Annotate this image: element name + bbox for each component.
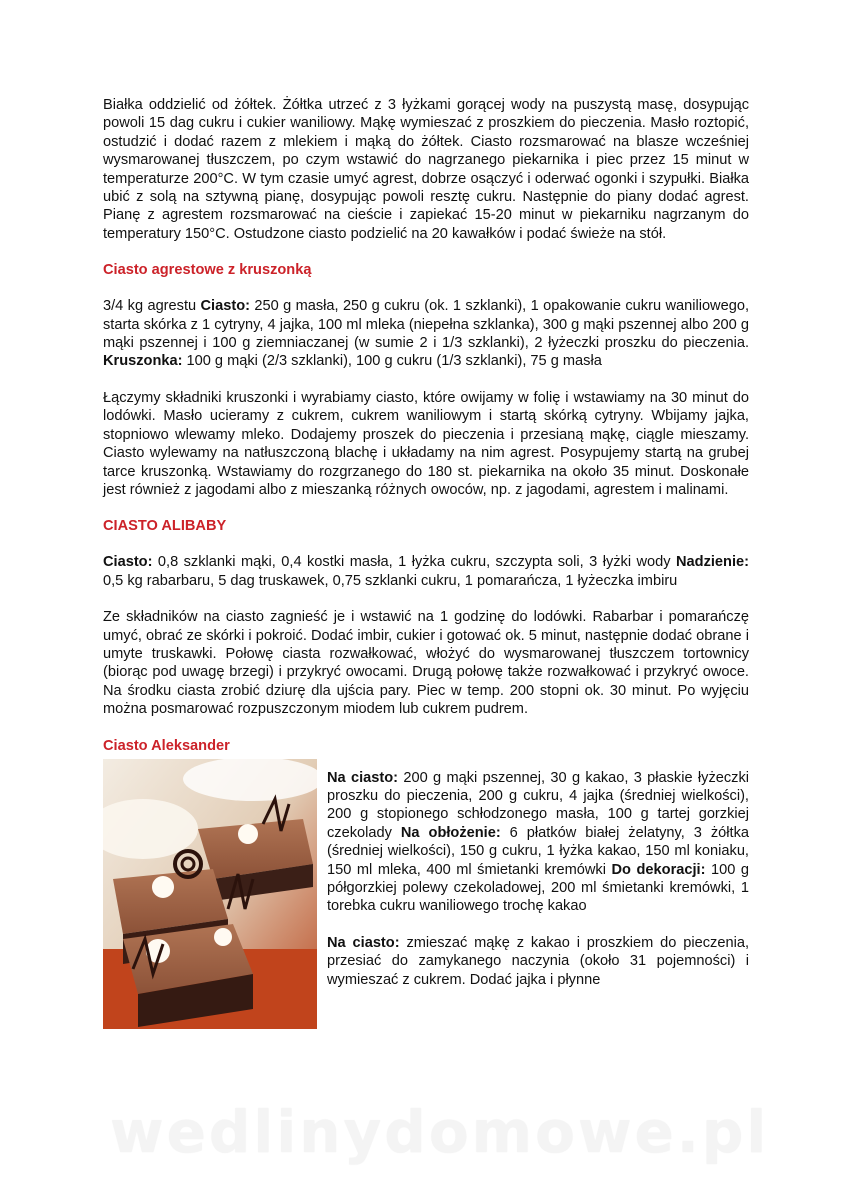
label-na-ciasto: Na ciasto: <box>327 769 399 786</box>
cake-photo-illustration <box>103 759 317 1029</box>
ingredients-aleksander: Na ciasto: 200 g mąki pszennej, 30 g kakao, 3 płaskie łyżeczki proszku do pieczenia, 200 g cukru, 4 jajka (średniej wielkości), 200 g stopionego schłodzonego masła, 100 g tartej gorzkiej czekolady Na obłożenie: 6 płatków białej żelatyny, 3 żółtka (średniej wielkości), 150 g cukru, 1 łyżka kakao, 150 ml koniaku, 150 ml mleka, 400 ml śmietanki kremówki Do dekoracji: 100 g półgorzkiej polewy czekoladowej, 200 ml śmietanki kremówki, 1 torebka cukru waniliowego trochę kakao <box>327 769 750 915</box>
recipe-title-agrestowe: Ciasto agrestowe z kruszonką <box>103 262 312 279</box>
chocolate-cake-photo <box>103 759 317 1029</box>
ingredients-alibaby: Ciasto: 0,8 szklanki mąki, 0,4 kostki masła, 1 łyżka cukru, szczypta soli, 3 łyżki wody Nadzienie: 0,5 kg rabarbaru, 5 dag truskawek, 0,75 szklanki cukru, 1 pomarańcza, 1 łyżeczka imbiru <box>103 554 749 589</box>
method-alibaby: Ze składników na ciasto zagnieść je i wstawić na 1 godzinę do lodówki. Rabarbar i pomarańczę umyć, obrać ze skórki i pokroić. Dodać imbir, cukier i gotować ok. 5 minut, następnie dodać obrane i umyte truskawki. Połowę ciasta rozwałkować, włożyć do wysmarowanej tłuszczem tortownicy (biorąc pod uwagę brzegi) i przykryć owocami. Drugą połowę także rozwałkować i przykryć owoce. Na środku ciasta zrobić dziurę dla ujścia pary. Piec w temp. 200 stopni ok. 30 minut. Po wyjęciu można posmarować rozpuszczonym miodem lub cukrem pudrem. <box>103 609 749 718</box>
method-agrestowe: Łączymy składniki kruszonki i wyrabiamy ciasto, które owijamy w folię i wstawiamy na 30 minut do lodówki. Masło ucieramy z cukrem, cukrem waniliowym i startą skórką cytryny. Wbijamy jajka, stopniowo wlewamy mleko. Dodajemy proszek do pieczenia i przesianą mąkę, ciągle mieszamy. Ciasto wylewamy na natłuszczoną blachę i układamy na nim agrest. Posypujemy startą na grubej tarce kruszonką. Wstawiamy do rozgrzanego do 180 st. piekarnika na około 35 minut. Doskonałe jest również z jagodami albo z mieszanką różnych owoców, np. z jagodami, agrestem i malinami. <box>103 389 749 498</box>
label-nadzienie: Nadzienie: <box>676 554 749 571</box>
aleksander-section <box>103 759 749 1034</box>
watermark: wedlinydomowe.pl <box>110 1098 770 1166</box>
label-ciasto: Ciasto: <box>200 298 250 315</box>
intro-paragraph: Białka oddzielić od żółtek. Żółtka utrzeć z 3 łyżkami gorącej wody na puszystą masę, dosypując powoli 15 dag cukru i cukier waniliowy. Mąkę wymieszać z proszkiem do pieczenia. Masło roztopić, ostudzić i dodać razem z mlekiem i mąką do żółtek. Ciasto rozsmarować na blasze wcześniej wysmarowanej tłuszczem, po czym wstawić do nagrzanego piekarnika i piec przez 15 minut w temperaturze 200°C. W tym czasie umyć agrest, dobrze osączyć i oderwać ogonki i szypułki. Białka ubić z solą na sztywną pianę, dosypując powoli resztę cukru. Następnie do piany dodać agrest. Pianę z agrestem rozsmarować na cieście i zapiekać 15-20 minut w piekarniku nagrzanym do temperatury 150°C. Ostudzone ciasto podzielić na 20 kawałków i podać świeże na stół. <box>103 97 749 242</box>
recipe-title-alibaby: CIASTO ALIBABY <box>103 518 227 535</box>
method-aleksander: Na ciasto: zmieszać mąkę z kakao i proszkiem do pieczenia, przesiać do zamykanego naczynia (około 31 pojemności) i wymieszać z cukrem. Dodać jajka i płynne <box>327 934 750 988</box>
label-do-dekoracji: Do dekoracji: <box>611 861 706 878</box>
recipe-title-aleksander: Ciasto Aleksander <box>103 737 230 754</box>
document-page <box>103 96 749 1034</box>
label-na-oblozenie: Na obłożenie: <box>400 824 501 841</box>
label-na-ciasto-method: Na ciasto: <box>327 934 400 951</box>
label-kruszonka: Kruszonka: <box>103 353 183 370</box>
label-ciasto: Ciasto: <box>103 554 153 571</box>
aleksander-text <box>327 769 749 989</box>
ingredients-agrestowe: 3/4 kg agrestu Ciasto: 250 g masła, 250 g cukru (ok. 1 szklanki), 1 opakowanie cukru waniliowego, starta skórka z 1 cytryny, 4 jajka, 100 ml mleka (niepełna szklanka), 300 g mąki pszennej albo 200 g mąki pszennej i 100 g ziemniaczanej (w sumie 2 i 1/3 szklanki), 2 łyżeczki proszku do pieczenia. Kruszonka: 100 g mąki (2/3 szklanki), 100 g cukru (1/3 szklanki), 75 g masła <box>103 298 750 370</box>
